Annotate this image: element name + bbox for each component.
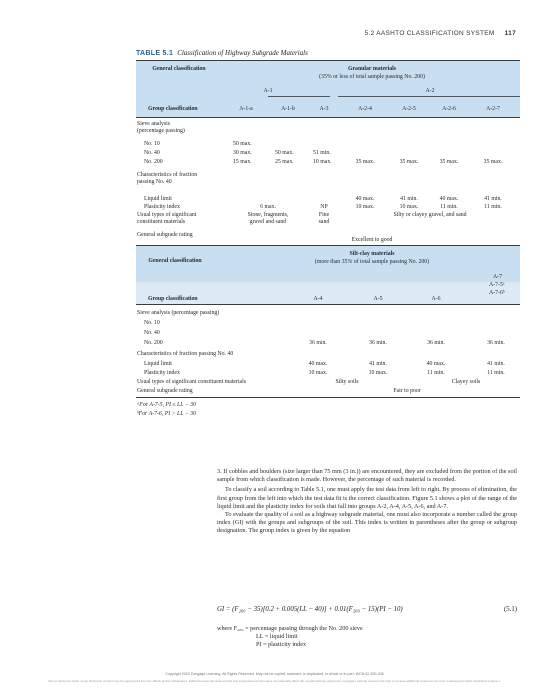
table-cell: 41 min. xyxy=(487,361,505,367)
table-cell: 50 max. xyxy=(233,141,252,147)
table-cell: sand xyxy=(318,219,330,225)
granular-materials-subtitle: (35% or less of total sample passing No. 200) xyxy=(319,74,425,80)
column-header: A-2-4 xyxy=(358,106,372,112)
siltclay-materials-subtitle: (more than 35% of total sample passing No. 200) xyxy=(314,259,430,265)
row-label: Sieve analysis xyxy=(137,121,171,127)
where-line: LL = liquid limit xyxy=(256,633,298,640)
group-classification-label: Group classification xyxy=(148,296,198,302)
row-label: Liquid limit xyxy=(144,196,172,202)
row-label: General subgrade rating xyxy=(137,232,193,238)
table-cell: Fair to poor xyxy=(393,388,421,394)
row-label: Liquid limit xyxy=(144,361,172,367)
table-title: Classification of Highway Subgrade Materials xyxy=(177,49,308,57)
table-cell: 25 max. xyxy=(275,159,294,165)
table-number: TABLE 5.1 xyxy=(136,50,174,57)
table-cell: Clayey soils xyxy=(451,379,481,385)
column-header: A-2-5 xyxy=(402,106,416,112)
table-cell: 11 min. xyxy=(440,204,458,210)
list-item-3: 3. If cobbles and boulders (size larger than 75 mm (3 in.)) are encountered, they are excluded from the portion of the soil sample from which classification is made. However, the percentage of such material is recorded. xyxy=(217,468,517,484)
column-header: A-7-5ᵃ xyxy=(489,282,505,288)
table-cell: 11 min. xyxy=(487,370,505,376)
row-label: (percentage passing) xyxy=(137,128,185,134)
siltclay-materials-title: Silt-clay materials xyxy=(349,251,395,257)
row-label: Characteristics of fraction xyxy=(137,172,198,178)
table-cell: 6 max. xyxy=(260,204,276,210)
upper-header-rule xyxy=(136,117,520,118)
paragraph: To classify a soil according to Table 5.1, one must apply the test data from left to right. By process of elimination, the first group from the left into which the test data fit is the correct classification. Figure 5.1 shows a plot of the range of the liquid limit and the plasticity index for soils that fall into groups A-2, A-4, A-5, A-6, and A-7. xyxy=(217,486,518,510)
rights-footer: Due to electronic rights, some third party content may be suppressed from the eBook and/or eChapter(s). Editorial review has deemed that any suppressed content does not materially affect the overall learning experience. Cengage Learning reserves the right to remove additional content at any time if subsequent rights restrictions require it. xyxy=(48,679,501,683)
table-cell: 41 min. xyxy=(369,361,387,367)
table-cell: 36 min. xyxy=(427,340,445,346)
table-cell: Fine xyxy=(318,212,330,218)
where-line: PI = plasticity index xyxy=(256,641,307,648)
column-header: A-7 xyxy=(493,274,503,280)
a2-underline xyxy=(338,96,520,97)
table-cell: 40 max. xyxy=(439,196,459,202)
where-line: where F₂₀₀ = percentage passing through the No. 200 sieve xyxy=(217,625,363,632)
lower-top-rule xyxy=(136,245,520,246)
table-cell: 51 min. xyxy=(313,150,331,156)
row-label: No. 200 xyxy=(144,159,163,165)
column-header: A-1-a xyxy=(239,106,253,112)
column-header: A-6 xyxy=(431,296,441,302)
table-bottom-rule xyxy=(136,397,520,398)
row-label: No. 10 xyxy=(144,320,160,326)
row-label: Plasticity index xyxy=(144,204,180,210)
table-cell: 36 min. xyxy=(309,340,327,346)
table-cell: 41 min. xyxy=(400,196,418,202)
equation-text: GI = (F₂₀₀ − 35)[0.2 + 0.005(LL − 40)] + 0.01(F₂₀₀ − 15)(PI − 10) xyxy=(217,606,403,613)
table-cell: 35 max. xyxy=(399,159,419,165)
column-header: A-2-7 xyxy=(486,106,500,112)
row-label: passing No. 40 xyxy=(137,179,172,185)
table-cell: Silty or clayey gravel, and sand xyxy=(393,212,467,218)
table-footnote: ᵃFor A-7-5, PI ≤ LL − 30 xyxy=(137,402,196,408)
group-a2-label: A-2 xyxy=(425,88,435,94)
table-cell: 36 min. xyxy=(487,340,505,346)
row-label: Characteristics of fraction passing No. 40 xyxy=(137,351,234,357)
row-label: constituent materials xyxy=(137,219,186,225)
table-cell: 10 max. xyxy=(399,204,419,210)
table-cell: 40 max. xyxy=(355,196,375,202)
group-index-equation xyxy=(217,606,517,613)
column-header: A-2-6 xyxy=(442,106,456,112)
column-header: A-1-b xyxy=(281,106,295,112)
copyright-footer: Copyright 2022 Cengage Learning. All Rights Reserved. May not be copied, scanned, or duplicated, in whole or in part. WCN 02-300-208 xyxy=(165,672,384,676)
table-cell: 35 max. xyxy=(355,159,375,165)
table-cell: 41 min. xyxy=(484,196,502,202)
row-label: No. 10 xyxy=(144,141,160,147)
a1-underline xyxy=(268,96,330,97)
row-label: General subgrade rating xyxy=(137,388,193,394)
table-cell: 11 min. xyxy=(427,370,445,376)
table-cell: 35 max. xyxy=(439,159,459,165)
table-cell: 35 max. xyxy=(483,159,503,165)
granular-materials-title: Granular materials xyxy=(347,66,397,72)
table-footnote: ᵇFor A-7-6, PI > LL − 30 xyxy=(137,411,196,417)
table-cell: NP xyxy=(320,204,328,210)
row-label: Usual types of significant xyxy=(137,212,197,218)
table-cell: gravel and sand xyxy=(249,219,287,225)
table-cell: 50 max. xyxy=(275,150,294,156)
table-caption xyxy=(136,49,308,57)
table-cell: 11 min. xyxy=(484,204,502,210)
table-cell: 15 max. xyxy=(233,159,252,165)
page-number: 117 xyxy=(504,30,516,37)
general-classification-label: General classification xyxy=(148,258,202,264)
table-top-rule xyxy=(136,60,520,61)
column-header: A-5 xyxy=(373,296,383,302)
section-title: 5.2 AASHTO CLASSIFICATION SYSTEM xyxy=(364,30,495,37)
table-cell: 10 max. xyxy=(313,159,332,165)
table-cell: Silty soils xyxy=(335,379,359,385)
column-header: A-4 xyxy=(313,296,323,302)
equation-number: (5.1) xyxy=(503,606,517,613)
row-label: Plasticity index xyxy=(144,370,180,376)
column-header: A-3 xyxy=(319,106,329,112)
table-cell: 10 max. xyxy=(308,370,328,376)
row-label: No. 40 xyxy=(144,150,160,156)
general-classification-label: General classification xyxy=(152,66,206,72)
table-cell: 40 max. xyxy=(308,361,328,367)
table-cell: 30 max. xyxy=(233,150,252,156)
row-label: No. 40 xyxy=(144,330,160,336)
row-label: Usual types of significant constituent materials xyxy=(137,379,246,385)
table-cell: 10 max. xyxy=(355,204,375,210)
running-header xyxy=(0,30,516,37)
group-a1-label: A-1 xyxy=(263,88,273,94)
row-label: No. 200 xyxy=(144,340,163,346)
table-cell: 40 max. xyxy=(426,361,446,367)
lower-header-rule xyxy=(136,304,520,305)
table-cell: Stone, fragments, xyxy=(247,212,289,218)
group-classification-label: Group classification xyxy=(148,106,198,112)
paragraph: To evaluate the quality of a soil as a highway subgrade material, one must also incorporate a number called the group index (GI) with the groups and subgroups of the soil. This index is written in parentheses after the group or subgroup designation. The group index is given by the equation xyxy=(217,511,517,535)
table-cell: 10 max. xyxy=(368,370,388,376)
column-header: A-7-6ᵇ xyxy=(489,290,505,296)
table-cell: Excellent to good xyxy=(351,237,393,243)
body-text xyxy=(217,468,517,536)
row-label: Sieve analysis (percentage passing) xyxy=(137,310,220,316)
table-cell: 36 min. xyxy=(369,340,387,346)
